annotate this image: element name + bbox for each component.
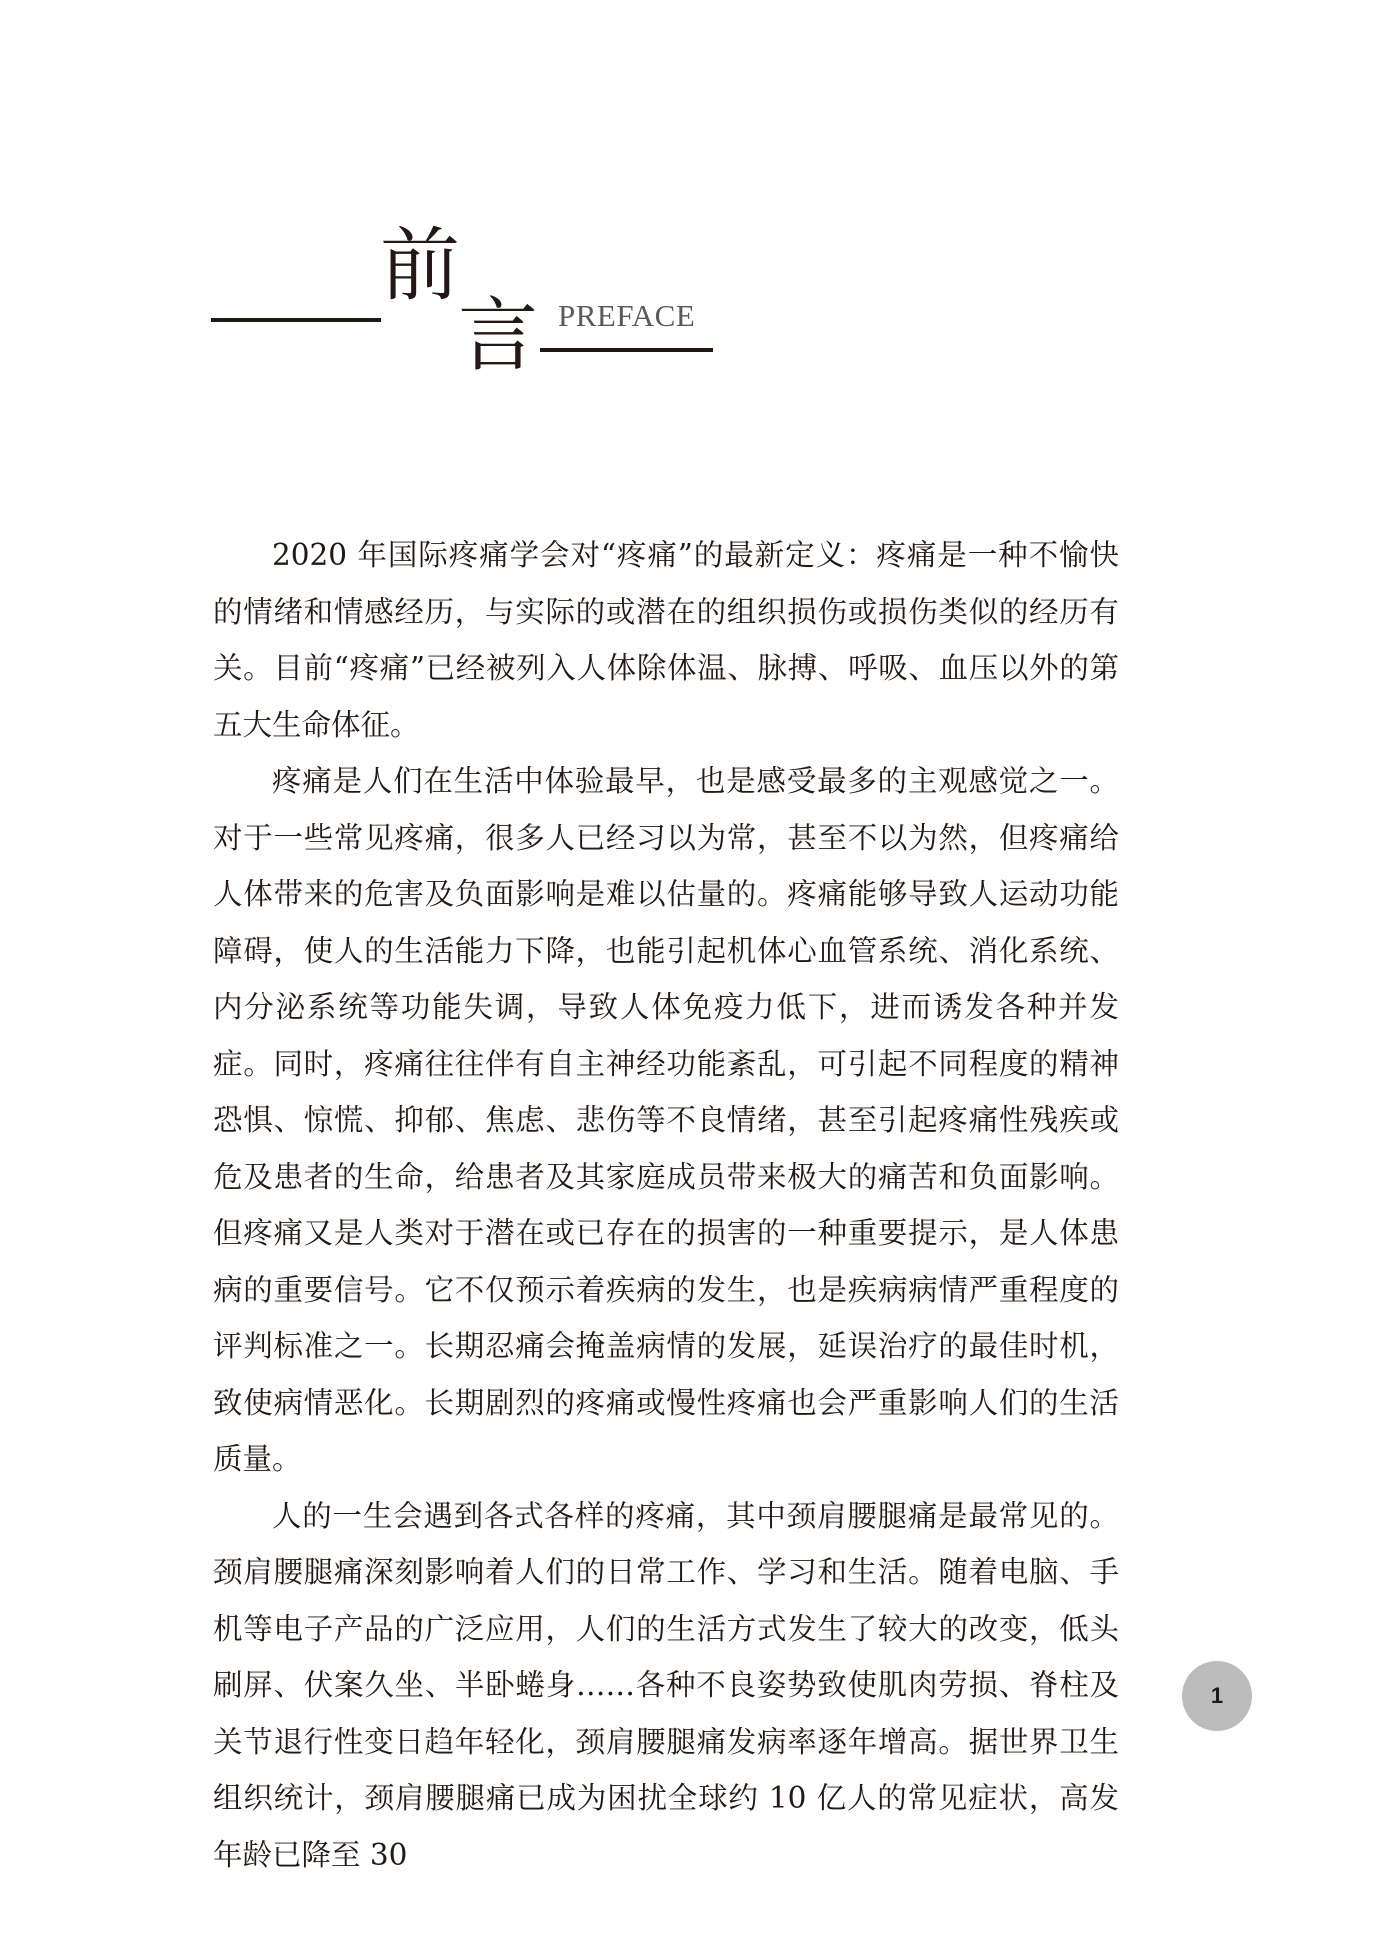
heading-rule-right [540,348,713,352]
paragraph-1: 2020 年国际疼痛学会对“疼痛”的最新定义：疼痛是一种不愉快的情绪和情感经历，与实际的或潜在的组织损伤或损伤类似的经历有关。目前“疼痛”已经被列入人体除体温、脉搏、呼吸、血压以外的第五大生命体征。 [213,538,1119,742]
page-number-badge [1182,1661,1252,1731]
heading-char-yan: 言 [458,289,538,382]
heading-char-qian: 前 [380,219,460,312]
paragraph-2: 疼痛是人们在生活中体验最早，也是感受最多的主观感觉之一。对于一些常见疼痛，很多人已经习以为常，甚至不以为然，但疼痛给人体带来的危害及负面影响是难以估量的。疼痛能够导致人运动功能障碍，使人的生活能力下降，也能引起机体心血管系统、消化系统、内分泌系统等功能失调，导致人体免疫力低下，进而诱发各种并发症。同时，疼痛往往伴有自主神经功能紊乱，可引起不同程度的精神恐惧、惊慌、抑郁、焦虑、悲伤等不良情绪，甚至引起疼痛性残疾或危及患者的生命，给患者及其家庭成员带来极大的痛苦和负面影响。但疼痛又是人类对于潜在或已存在的损害的一种重要提示，是人体患病的重要信号。它不仅预示着疾病的发生，也是疾病病情严重程度的评判标准之一。长期忍痛会掩盖病情的发展，延误治疗的最佳时机，致使病情恶化。长期剧烈的疼痛或慢性疼痛也会严重影响人们的生活质量。 [213,764,1119,1476]
heading-subtitle-preface: PREFACE [558,298,696,333]
chapter-heading [0,0,1386,420]
heading-rule-left [211,318,381,322]
paragraph-3: 人的一生会遇到各式各样的疼痛，其中颈肩腰腿痛是最常见的。颈肩腰腿痛深刻影响着人们的日常工作、学习和生活。随着电脑、手机等电子产品的广泛应用，人们的生活方式发生了较大的改变，低头刷屏、伏案久坐、半卧蜷身……各种不良姿势致使肌肉劳损、脊柱及关节退行性变日趋年轻化，颈肩腰腿痛发病率逐年增高。据世界卫生组织统计，颈肩腰腿痛已成为困扰全球约 10 亿人的常见症状，高发年龄已降至 30 [213,1498,1119,1872]
page-number: 1 [1210,1683,1224,1708]
body-text [213,527,1119,1883]
